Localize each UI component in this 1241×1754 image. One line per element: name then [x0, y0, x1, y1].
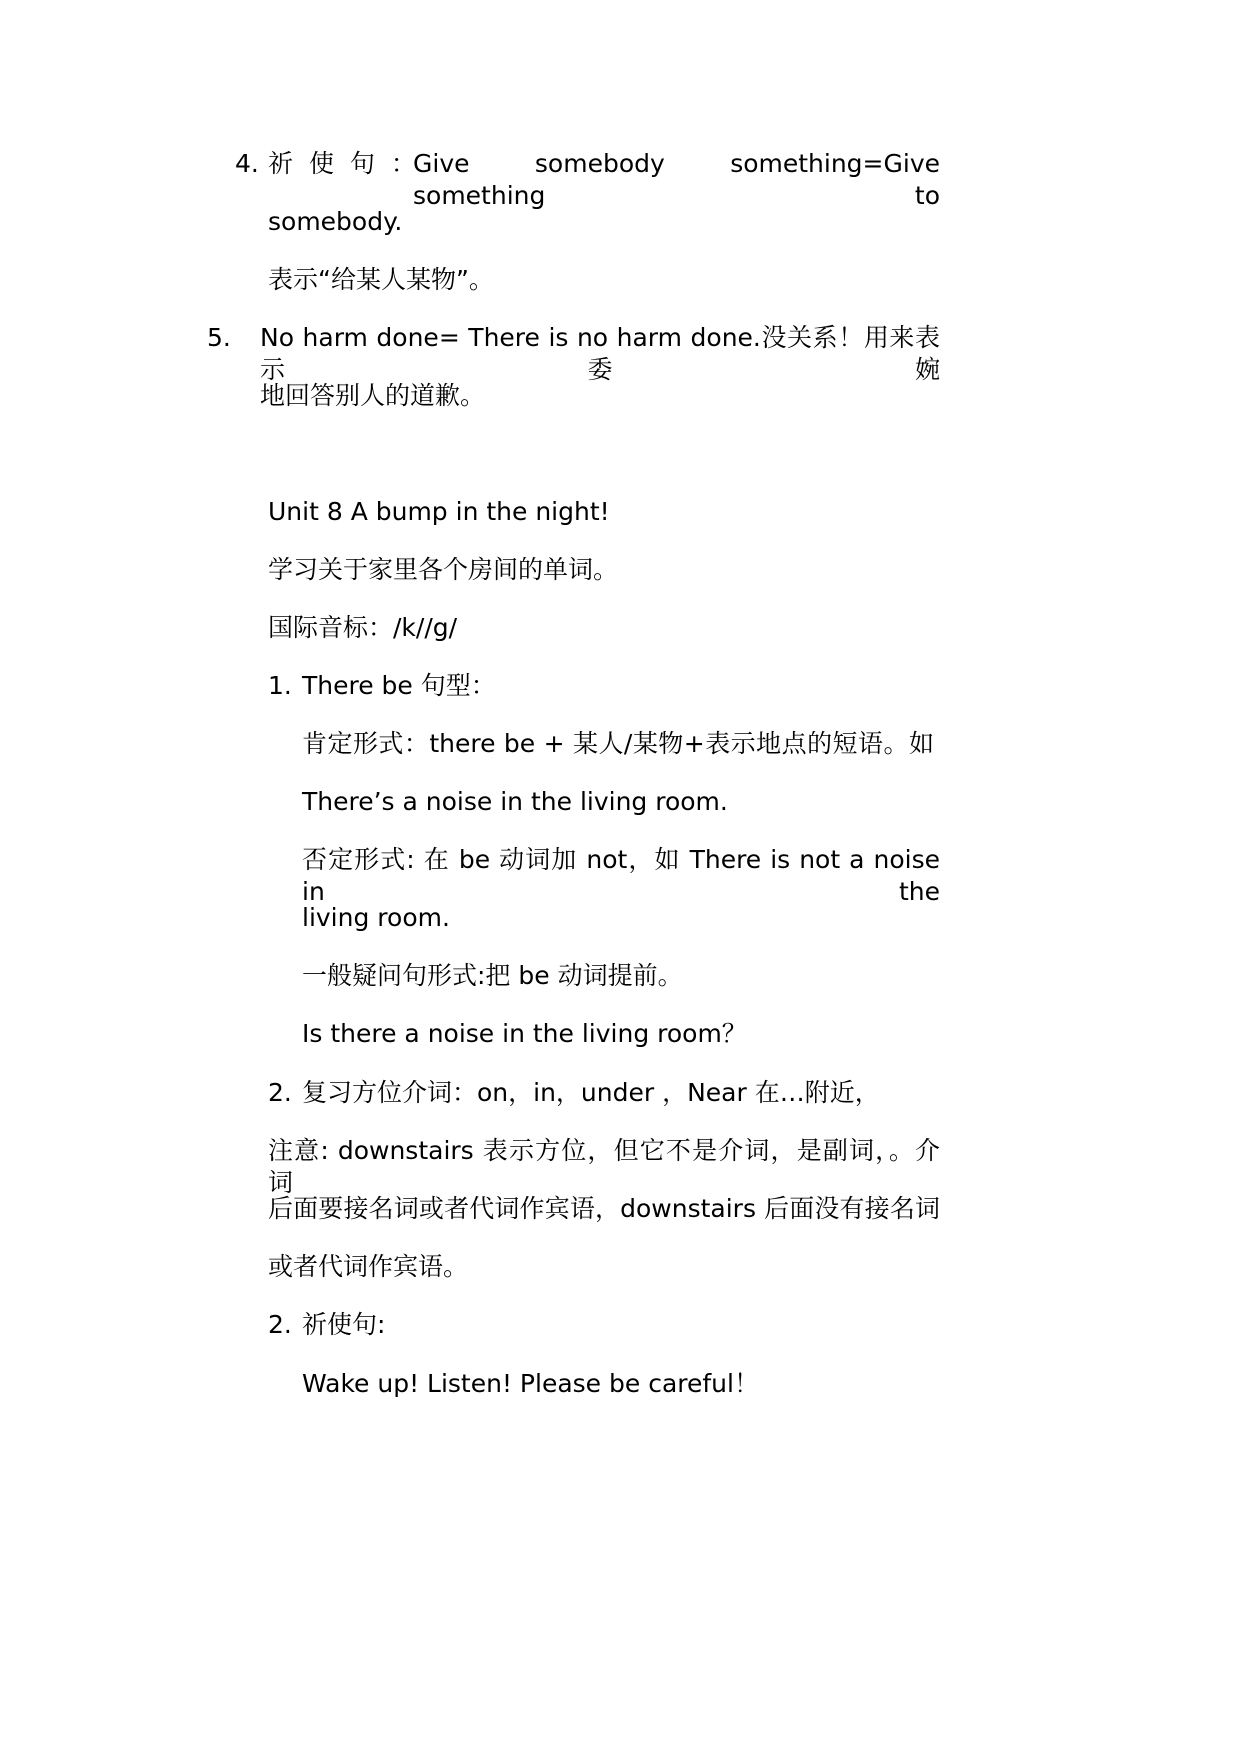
item-5-line2: 地回答别人的道歉。	[260, 381, 486, 410]
item-4-line2: somebody.	[268, 207, 403, 236]
unit-phonetics: 国际音标：/k//g/	[268, 613, 458, 642]
item-2-heading: 复习方位介词：on，in，under ，Near 在…附近，	[302, 1078, 880, 1107]
question-line2: Is there a noise in the living room？	[302, 1019, 747, 1048]
note-line3: 或者代词作宾语。	[268, 1252, 469, 1281]
note-line2: 后面要接名词或者代词作宾语，downstairs 后面没有接名词	[268, 1194, 940, 1223]
question-line1: 一般疑问句形式:把 be 动词提前。	[302, 961, 683, 990]
item-3-example: Wake up! Listen! Please be careful！	[302, 1369, 759, 1398]
item-3-heading: 祈使句:	[302, 1310, 386, 1339]
item-4-number: 4.	[235, 149, 259, 178]
unit-title: Unit 8 A bump in the night!	[268, 497, 610, 526]
item-2-number: 2.	[268, 1078, 292, 1107]
unit-intro: 学习关于家里各个房间的单词。	[268, 555, 619, 584]
affirmative-line2: There’s a noise in the living room.	[302, 787, 728, 816]
negative-line1: 否定形式: 在 be 动词加 not，如 There is not a noise in the	[302, 845, 940, 906]
note-line1: 注意: downstairs 表示方位，但它不是介词，是副词，。介词	[268, 1136, 940, 1197]
item-4-line1-rest: Give somebody something=Give something to	[413, 149, 940, 210]
item-3-number: 2.	[268, 1310, 292, 1339]
item-5-line1: No harm done= There is no harm done.没关系！用来表示委婉	[260, 323, 940, 384]
item-5-number: 5.	[207, 323, 231, 352]
item-4-line3: 表示“给某人某物”。	[268, 265, 494, 294]
item-1-number: 1.	[268, 671, 292, 700]
affirmative-line1: 肯定形式：there be + 某人/某物+表示地点的短语。如	[302, 729, 934, 758]
item-4-label: 祈 使 句 ：	[268, 149, 420, 178]
negative-line2: living room.	[302, 903, 450, 932]
item-1-heading: There be 句型：	[302, 671, 496, 700]
